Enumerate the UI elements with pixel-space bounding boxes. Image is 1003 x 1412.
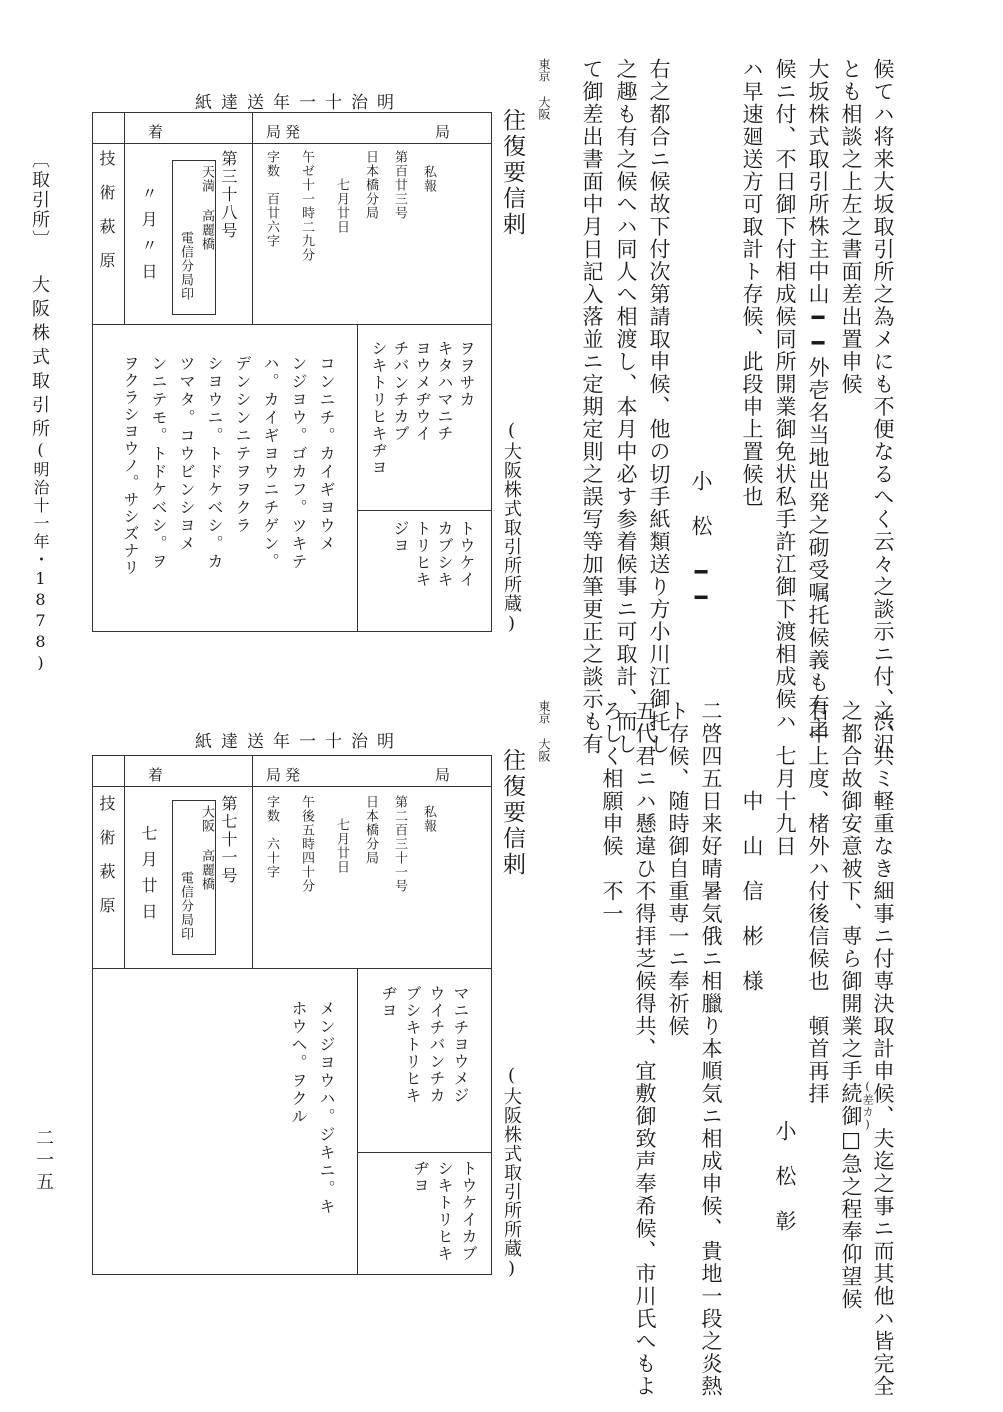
body-line-10: 之、共ミ軽重なき細事ニ付専決取計申候、夫迄之事ニ而其他ハ皆完全: [871, 700, 895, 1398]
recv-header-1: 着 局: [148, 123, 326, 141]
send-office-1: 日本橋分局: [363, 150, 378, 220]
message-2-line-2: ホウヘ。ヲクル: [289, 1000, 308, 1126]
to-address-2: キタハマニチ: [435, 340, 454, 442]
message-line-8: ヲクラシヨウノ。サシズナリ: [121, 355, 140, 576]
body-line-14: ト存候、随時御自重専一ニ奉祈候: [666, 700, 690, 1038]
source-title: 大阪株式取引所: [29, 275, 50, 443]
recv-date-1: 〃月〃日: [139, 185, 158, 289]
recv-number-1: 第三十八号: [219, 150, 238, 240]
from-address-2-3: ヂヨ: [411, 1160, 430, 1194]
send-office-2: 日本橋分局: [363, 795, 378, 865]
send-date-2: 七月廿日: [334, 818, 349, 874]
to-address-3: ヨウメヂウイ: [413, 340, 432, 442]
send-number-1: 第百廿三号: [392, 150, 407, 220]
route-title-2: 往復要信剌: [499, 748, 525, 878]
message-line-4: デンシンニテヲヲクラ: [233, 355, 252, 535]
body-line-7: 右之都合ニ候故下付次第請取申候、他の切手紙類送り方小川江御托し: [647, 58, 671, 756]
to-address-2-2: ウイチバンチカ: [427, 985, 446, 1104]
send-count-1: 字数 百廿六字: [264, 150, 279, 248]
send-time-2: 午後五時四十分: [299, 795, 314, 893]
route-title-1: 往復要信剌: [499, 108, 525, 238]
form-title-1: 明治十一年送達紙: [195, 93, 403, 113]
message-line-2: ンジヨウ。ゴカフ。ツキテ: [289, 355, 308, 571]
form-title-2: 明治十一年送達紙: [195, 732, 403, 752]
from-address-2-2: シキトリヒキ: [435, 1160, 454, 1262]
send-type-2: 私報: [421, 805, 436, 833]
from-address-1: トウケイ: [457, 520, 476, 588]
source-date: (明治十一年・1878): [31, 440, 50, 674]
recv-header-2: 着 局: [148, 766, 326, 784]
body-line-4: 候ニ付、不日御下付相成候同所開業御免状私手許江御下渡相成候ハ: [773, 58, 797, 733]
recv-number-2: 第七十一号: [219, 795, 238, 885]
annotation-sa: (差カ): [861, 1080, 874, 1132]
recv-date-2: 七月廿日: [139, 825, 158, 929]
body-line-12: 右申上度、楮外ハ付後信候也 頓首再拝: [806, 700, 830, 1105]
message-line-5: シヨウニ。トドケベシ。カ: [205, 355, 224, 571]
body-line-13: 二啓四五日来好晴暑気俄ニ相臘り本順気ニ相成申候、貴地一段之炎熱: [699, 700, 723, 1398]
send-number-2: 第二百三十一号: [392, 795, 407, 893]
message-line-7: ンニテモ。トドケベシ。ヲ: [149, 355, 168, 571]
from-address-2: カブシキ: [435, 520, 454, 588]
message-line-1: コンニチ。カイギヨウメ: [317, 355, 336, 553]
letter-recipient: 中 山 信 彬 様: [740, 790, 764, 993]
body-line-1: 候てハ将来大坂取引所之為メにも不便なるへく云々之談示ニ付、渋沢: [871, 58, 895, 756]
send-date-1: 七月廿日: [334, 178, 349, 234]
letter-sender: 小 松 彰: [773, 1120, 797, 1233]
body-line-9: て御差出書面中月日記入落並ニ定期定則之誤写等加筆更正之談示も有: [580, 58, 604, 756]
body-line-3: 大坂株式取引所株主中山━━外壱名当地出発之砌受嘱托候義も有之: [806, 58, 830, 739]
send-type-1: 私報: [421, 165, 436, 193]
bracket-label: 〔取引所〕: [29, 150, 50, 250]
to-address-1: ヲヲサカ: [457, 340, 476, 408]
caption-1: (大阪株式取引所所蔵): [501, 420, 522, 635]
office-stamp-2: 大阪 高麗橋 電信分局印: [172, 800, 216, 955]
message-2-line-1: メンジヨウハ。ジキニ。キ: [317, 1000, 336, 1216]
body-line-2: とも相談之上左之書面差出置申候: [839, 58, 863, 396]
send-time-1: 午ゼ十一時二九分: [299, 150, 314, 262]
from-address-4: ジヨ: [391, 520, 410, 554]
body-line-5: ハ早速廻送方可取計ト存候、此段申上置候也: [740, 58, 764, 508]
body-line-16: ろしく相願申候 不一: [600, 700, 624, 925]
caption-2: (大阪株式取引所所蔵): [501, 1065, 522, 1280]
letter-date: 七月十九日: [773, 745, 797, 858]
message-line-6: ツマタ。コウビンシヨメ: [177, 355, 196, 553]
message-line-3: ハ。カイギヨウニチゲン。: [261, 355, 280, 571]
send-count-2: 字数 六十字: [264, 795, 279, 879]
send-header-2: 発 局: [285, 766, 511, 784]
to-address-2-4: ヂヨ: [379, 985, 398, 1019]
route-small-1: 東京 大阪: [537, 58, 551, 120]
from-address-3: トリヒキ: [413, 520, 432, 588]
to-address-5: シキトリヒキヂヨ: [369, 340, 388, 476]
office-stamp-1: 天満 高麗橋 電信分局印: [172, 160, 216, 315]
from-address-2-1: トウケイカブ: [459, 1160, 478, 1262]
to-address-2-3: ブシキトリヒキ: [403, 985, 422, 1104]
to-address-4: チバンチカブ: [391, 340, 410, 442]
body-line-11: 之都合故御安意被下、専ら御開業之手続御□急之程奉仰望候: [839, 700, 863, 1311]
signature-komatsu: 小 松 ━━: [689, 470, 713, 611]
left-label-2: 技術萩原: [97, 795, 116, 931]
body-line-8: 之趣も有之候へハ同人へ相渡し、本月中必す参着候事ニ可取計、而し: [614, 58, 638, 756]
route-small-2: 東京 大阪: [537, 700, 551, 762]
to-address-2-1: マニチヨウメジ: [451, 985, 470, 1104]
page-number: 二一五: [33, 1128, 54, 1194]
left-label-1: 技術萩原: [97, 150, 116, 286]
body-line-15: 五代君ニハ懸違ひ不得拝芝候得共、宜敷御致声奉希候、市川氏へもよ: [633, 700, 657, 1398]
send-header-1: 発 局: [285, 123, 511, 141]
